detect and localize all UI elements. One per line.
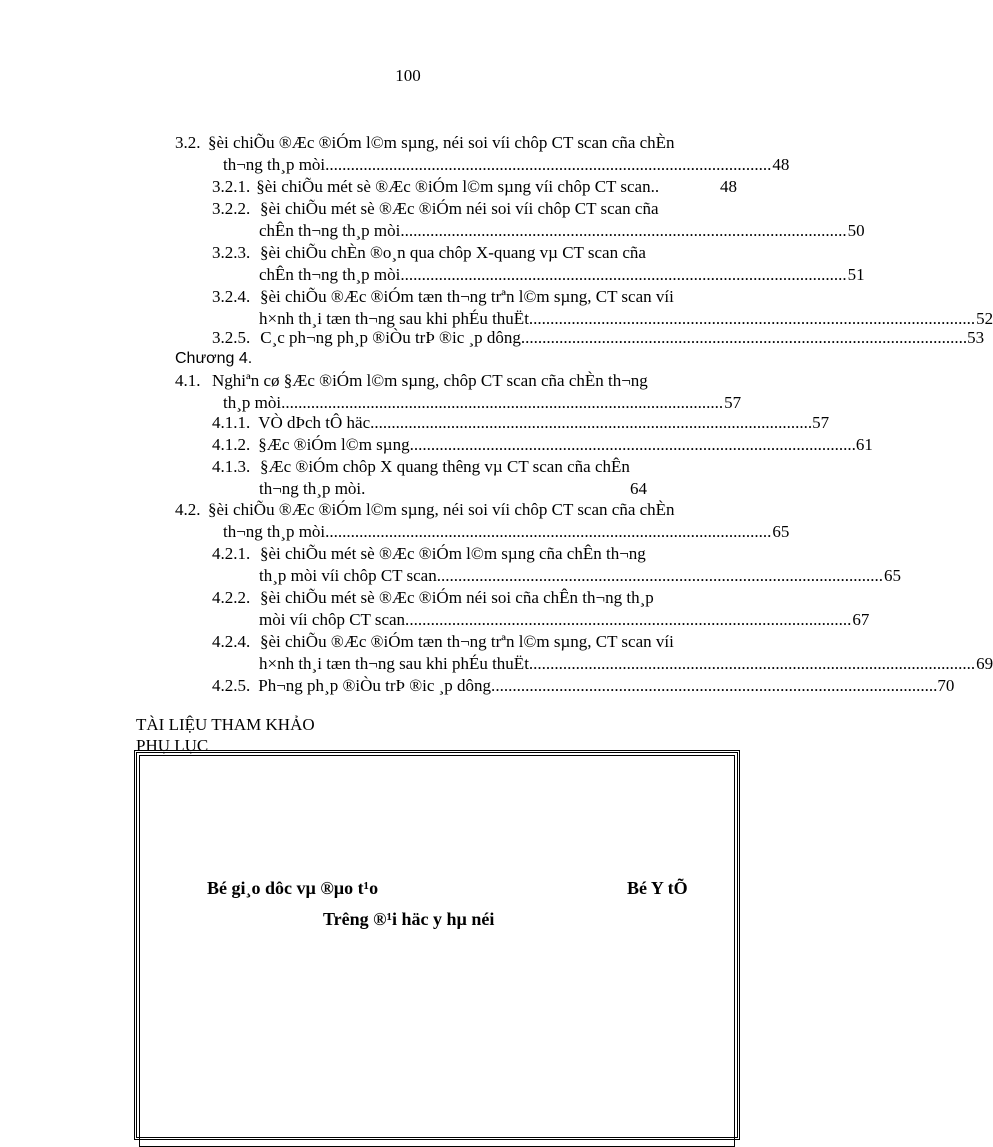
toc-entry-number: 3.2.2. (212, 199, 251, 218)
toc-entry-page: 69 (976, 654, 993, 673)
chapter-heading: Chương 4. (175, 350, 253, 367)
toc-entry-page: 52 (976, 309, 993, 328)
toc-entry-number: 3.2.3. (212, 243, 251, 262)
toc-entry-number: 3.2.5. (212, 328, 251, 347)
toc-entry-title: §èi chiÕu ®Æc ®iÓm l©m sµng, néi soi víi chôp CT scan cña chÈn (208, 500, 675, 519)
toc-entry-number: 4.1. (175, 371, 201, 390)
university-title: Trêng ®¹i häc y hµ néi (323, 909, 495, 929)
toc-entry: 4.2.4. §èi chiÕu ®Æc ®iÓm tæn th¬ng trªn l©m sµng, CT scan víi h×nh th¸i tæn th¬ng sau khi phÉu thuËt. ........................................................................................................ 69 (212, 632, 993, 673)
toc-entry-page: 57 (724, 393, 742, 412)
toc-entry: 4.1.1. VÒ dÞch tÔ häc ........................................................................................................ 57 (212, 413, 830, 432)
cover-page-inner-border (139, 755, 735, 1147)
toc-entry-title-cont: h×nh th¸i tæn th¬ng sau khi phÉu thuËt. (259, 654, 534, 673)
toc-entry-title: §èi chiÕu mét sè ®Æc ®iÓm néi soi cña chÊn th¬ng th¸p (260, 588, 654, 607)
toc-entry: 4.1. Nghiªn cø §Æc ®iÓm l©m sµng, chôp CT scan cña chÈn th¬ng th¸p mòi ........................................................................................................ 57 (175, 371, 742, 412)
toc-entry-page: 48 (720, 177, 737, 196)
appendix-heading: PHỤ LỤC (136, 736, 209, 755)
toc-entry-title-cont: th¬ng th¸p mòi. (259, 479, 366, 498)
ministry-health-title: Bé Y tÕ (627, 878, 688, 898)
toc-entry-number: 4.1.1. (212, 413, 251, 432)
toc-entry-number: 4.2.1. (212, 544, 251, 563)
toc-entry-number: 4.2.5. (212, 676, 251, 695)
toc-entry-title-cont: mòi víi chôp CT scan. (259, 610, 410, 629)
toc-entry-page: 61 (855, 435, 873, 454)
cover-page-frame (134, 750, 740, 1140)
toc-entry-page: 64 (630, 479, 647, 498)
toc-entry-page: 67 (852, 610, 870, 629)
toc-entry: 3.2.5. C¸c ph¬ng ph¸p ®iÒu trÞ ®ic ¸p dông. ........................................................................................................ 53 (212, 328, 985, 347)
references-heading: TÀI LIỆU THAM KHẢO (136, 715, 315, 734)
toc-entry-number: 3.2. (175, 133, 201, 152)
toc-entry-page: 53 (967, 328, 985, 347)
ministry-education-title: Bé gi¸o dôc vµ ®µo t¹o (207, 878, 379, 898)
toc-entry: 3.2.4. §èi chiÕu ®Æc ®iÓm tæn th¬ng trªn l©m sµng, CT scan víi h×nh th¸i tæn th¬ng sau khi phÉu thuËt. ........................................................................................................ 52 (212, 287, 993, 328)
toc-entry-title: §èi chiÕu mét sè ®Æc ®iÓm néi soi víi chôp CT scan cña (260, 199, 659, 218)
toc-entry-title-cont: th¸p mòi víi chôp CT scan. (259, 566, 441, 585)
toc-entry (212, 456, 737, 500)
toc-entry: 3.2. §èi chiÕu ®Æc ®iÓm l©m sµng, néi soi víi chôp CT scan cña chÈn th¬ng th¸p mòi. ........................................................................................................ 48 (175, 133, 790, 174)
toc-entry-title: §èi chiÕu mét sè ®Æc ®iÓm l©m sµng víi chôp CT scan.. (256, 177, 660, 196)
toc-entry: 3.2.2. §èi chiÕu mét sè ®Æc ®iÓm néi soi víi chôp CT scan cña chÊn th¬ng th¸p mòi. ........................................................................................................ 50 (212, 199, 865, 240)
toc-entry-title: C¸c ph¬ng ph¸p ®iÒu trÞ ®ic ¸p dông. (260, 328, 526, 347)
toc-entry-title-cont: h×nh th¸i tæn th¬ng sau khi phÉu thuËt. (259, 309, 534, 328)
toc-entry: 4.1.2. §Æc ®iÓm l©m sµng. ........................................................................................................ 61 (212, 435, 873, 454)
toc-entry-page: 65 (772, 522, 790, 541)
toc-entry (212, 176, 737, 198)
toc-entry-title-cont: chÊn th¬ng th¸p mòi. (259, 265, 405, 284)
toc-entry: 4.2.5. Ph¬ng ph¸p ®iÒu trÞ ®ic ¸p dông. ........................................................................................................ 70 (212, 676, 955, 695)
toc-entry-page: 48 (772, 155, 790, 174)
toc-entry-number: 3.2.4. (212, 287, 251, 306)
toc-entry-title: §Æc ®iÓm l©m sµng. (258, 435, 414, 454)
toc-entry: 4.2. §èi chiÕu ®Æc ®iÓm l©m sµng, néi soi víi chôp CT scan cña chÈn th¬ng th¸p mòi. ........................................................................................................ 65 (175, 500, 790, 541)
toc-entry-page: 51 (847, 265, 865, 284)
toc-entry-title: §èi chiÕu ®Æc ®iÓm l©m sµng, néi soi víi chôp CT scan cña chÈn (208, 133, 675, 152)
toc-entry-title: VÒ dÞch tÔ häc (258, 413, 371, 432)
toc-entry: 4.2.2. §èi chiÕu mét sè ®Æc ®iÓm néi soi cña chÊn th¬ng th¸p mòi víi chôp CT scan. ........................................................................................................ 67 (212, 588, 870, 629)
toc-entry-title: §èi chiÕu mét sè ®Æc ®iÓm l©m sµng cña chÊn th¬ng (260, 544, 646, 563)
toc-entry-title: §èi chiÕu ®Æc ®iÓm tæn th¬ng trªn l©m sµng, CT scan víi (260, 287, 674, 306)
toc-entry-page: 50 (847, 221, 865, 240)
toc-entry-title: Nghiªn cø §Æc ®iÓm l©m sµng, chôp CT scan cña chÈn th¬ng (212, 371, 648, 390)
toc-entry-number: 4.2. (175, 500, 201, 519)
toc-entry-number: 4.1.3. (212, 457, 251, 476)
toc-entry-page: 65 (883, 566, 901, 585)
toc-entry-title: §èi chiÕu chÈn ®o¸n qua chôp X-quang vµ CT scan cña (260, 243, 646, 262)
toc-entry: 4.2.1. §èi chiÕu mét sè ®Æc ®iÓm l©m sµng cña chÊn th¬ng th¸p mòi víi chôp CT scan. ........................................................................................................ 65 (212, 544, 901, 585)
toc-entry-title: Ph¬ng ph¸p ®iÒu trÞ ®ic ¸p dông. (258, 676, 496, 695)
toc-entry-number: 4.2.4. (212, 632, 251, 651)
toc-entry-title-cont: th¸p mòi (223, 393, 282, 412)
toc-entry-title-cont: chÊn th¬ng th¸p mòi. (259, 221, 405, 240)
toc-entry: 3.2.3. §èi chiÕu chÈn ®o¸n qua chôp X-quang vµ CT scan cña chÊn th¬ng th¸p mòi. ........................................................................................................ 51 (212, 243, 865, 284)
toc-entry-title: §Æc ®iÓm chôp X quang thêng vµ CT scan cña chÊn (260, 457, 630, 476)
toc-entry-number: 3.2.1. (212, 177, 251, 196)
page-number: 100 (395, 66, 421, 85)
toc-entry-title-cont: th¬ng th¸p mòi. (223, 522, 330, 541)
toc-entry-title-cont: th¬ng th¸p mòi. (223, 155, 330, 174)
toc-entry-number: 4.2.2. (212, 588, 251, 607)
toc-entry-page: 57 (812, 413, 830, 432)
toc-entry-title: §èi chiÕu ®Æc ®iÓm tæn th¬ng trªn l©m sµng, CT scan víi (260, 632, 674, 651)
toc-entry-page: 70 (937, 676, 955, 695)
toc-entry-number: 4.1.2. (212, 435, 251, 454)
